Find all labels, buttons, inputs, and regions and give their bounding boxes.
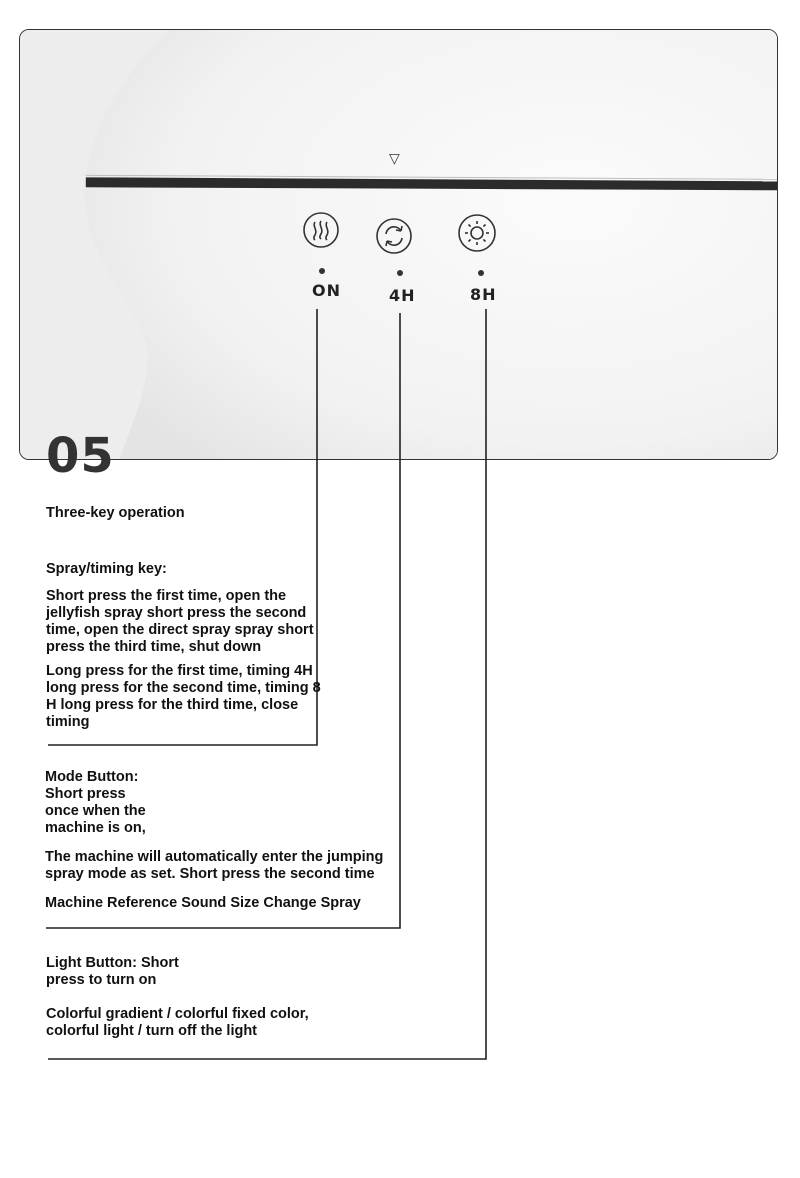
cycle-arrows-icon[interactable] [375,217,413,260]
text-line: The machine will automatically enter the jumping [45,849,384,865]
text-line: timing [46,714,90,730]
mode-button-note: Machine Reference Sound Size Change Spray [45,895,361,911]
led-indicator [319,268,325,274]
text-line: press the third time, shut down [46,639,262,655]
text-line: Light Button: Short [46,955,179,971]
text-line: Mode Button: [45,769,139,785]
led-indicator [478,270,484,276]
text-line: Short press [45,786,126,802]
step-number: 05 [46,428,115,484]
key-label-8h: 8H [470,285,497,304]
text-line: H long press for the third time, close [46,697,299,713]
text-line: once when the [45,803,146,819]
led-indicator [397,270,403,276]
product-photo [19,29,778,460]
text-line: Short press the first time, open the [46,588,287,604]
text-line: machine is on, [45,820,146,836]
marker-triangle: ▽ [389,151,400,167]
text-line: Long press for the first time, timing 4H [46,663,313,679]
text-line: press to turn on [46,972,157,988]
sun-light-icon[interactable] [457,213,497,258]
text-line: time, open the direct spray spray short [46,622,314,638]
text-line: spray mode as set. Short press the second time [45,866,375,882]
spray-waves-icon[interactable] [302,211,340,254]
key-label-on: ON [312,281,341,300]
text-line: long press for the second time, timing 8 [46,680,321,696]
spray-key-heading: Spray/timing key: [46,561,167,577]
key-label-4h: 4H [389,286,416,305]
text-line: jellyfish spray short press the second [46,605,307,621]
step-title: Three-key operation [46,505,185,521]
text-line: Colorful gradient / colorful fixed color, [46,1006,309,1022]
text-line: colorful light / turn off the light [46,1023,258,1039]
